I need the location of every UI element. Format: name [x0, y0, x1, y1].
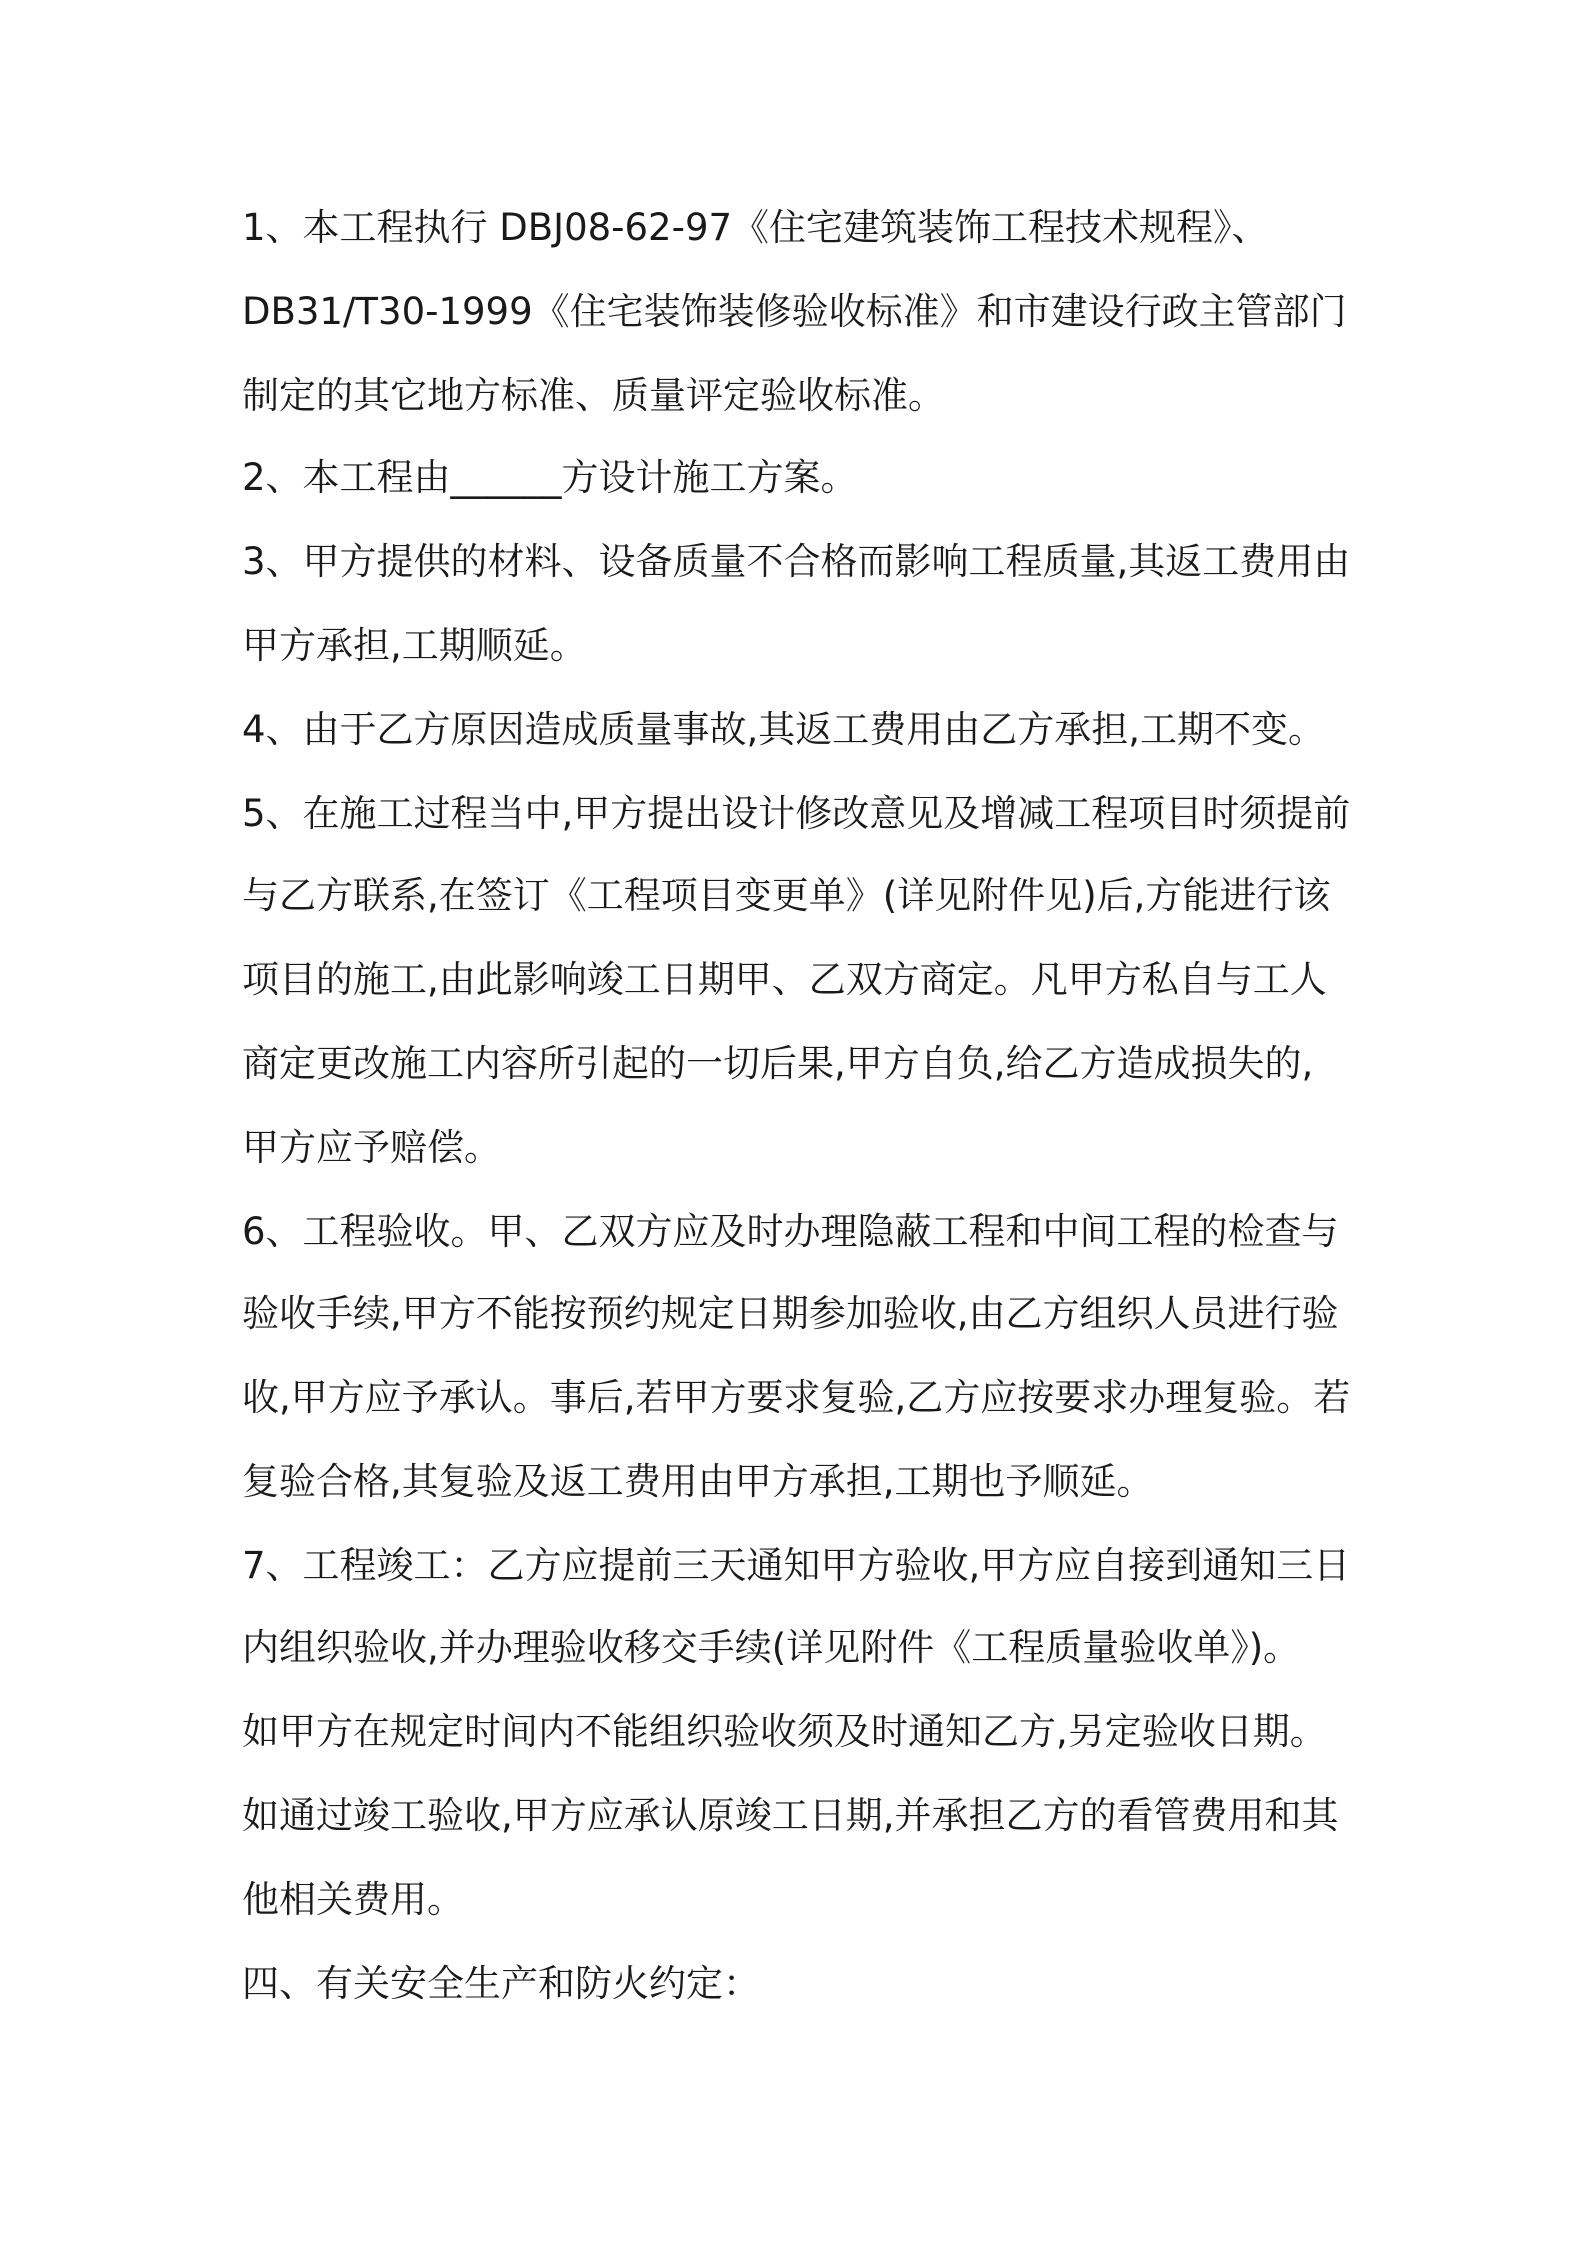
text-line: 如甲方在规定时间内不能组织验收须及时通知乙方,另定验收日期。 — [242, 1710, 1327, 1753]
text-line: 他相关费用。 — [242, 1878, 464, 1921]
section-heading: 四、有关安全生产和防火约定： — [242, 1962, 760, 2005]
text-line: 商定更改施工内容所引起的一切后果,甲方自负,给乙方造成损失的, — [242, 1042, 1314, 1085]
text-line: 制定的其它地方标准、质量评定验收标准。 — [242, 374, 945, 417]
text-line: 项目的施工,由此影响竣工日期甲、乙双方商定。凡甲方私自与工人 — [242, 958, 1327, 1001]
text-line: 内组织验收,并办理验收移交手续(详见附件《工程质量验收单》)。 — [242, 1626, 1301, 1669]
text-line: 甲方承担,工期顺延。 — [242, 624, 587, 667]
text-line: 7、工程竣工：乙方应提前三天通知甲方验收,甲方应自接到通知三日 — [242, 1544, 1351, 1587]
text-line: 甲方应予赔偿。 — [242, 1126, 501, 1169]
text-line: 复验合格,其复验及返工费用由甲方承担,工期也予顺延。 — [242, 1460, 1154, 1503]
text-line: DB31/T30-1999《住宅装饰装修验收标准》和市建设行政主管部门 — [242, 290, 1347, 333]
text-line: 1、本工程执行 DBJ08-62-97《住宅建筑装饰工程技术规程》、 — [242, 206, 1269, 249]
text-line: 3、甲方提供的材料、设备质量不合格而影响工程质量,其返工费用由 — [242, 540, 1351, 583]
text-line: 与乙方联系,在签订《工程项目变更单》(详见附件见)后,方能进行该 — [242, 874, 1331, 917]
text-line: 验收手续,甲方不能按预约规定日期参加验收,由乙方组织人员进行验 — [242, 1292, 1339, 1335]
text-line: 4、由于乙方原因造成质量事故,其返工费用由乙方承担,工期不变。 — [242, 708, 1326, 751]
text-line: 2、本工程由______方设计施工方案。 — [242, 456, 858, 499]
text-line: 5、在施工过程当中,甲方提出设计修改意见及增减工程项目时须提前 — [242, 792, 1351, 835]
text-line: 收,甲方应予承认。事后,若甲方要求复验,乙方应按要求办理复验。若 — [242, 1376, 1351, 1419]
text-line: 如通过竣工验收,甲方应承认原竣工日期,并承担乙方的看管费用和其 — [242, 1794, 1339, 1837]
text-line: 6、工程验收。甲、乙双方应及时办理隐蔽工程和中间工程的检查与 — [242, 1210, 1339, 1253]
